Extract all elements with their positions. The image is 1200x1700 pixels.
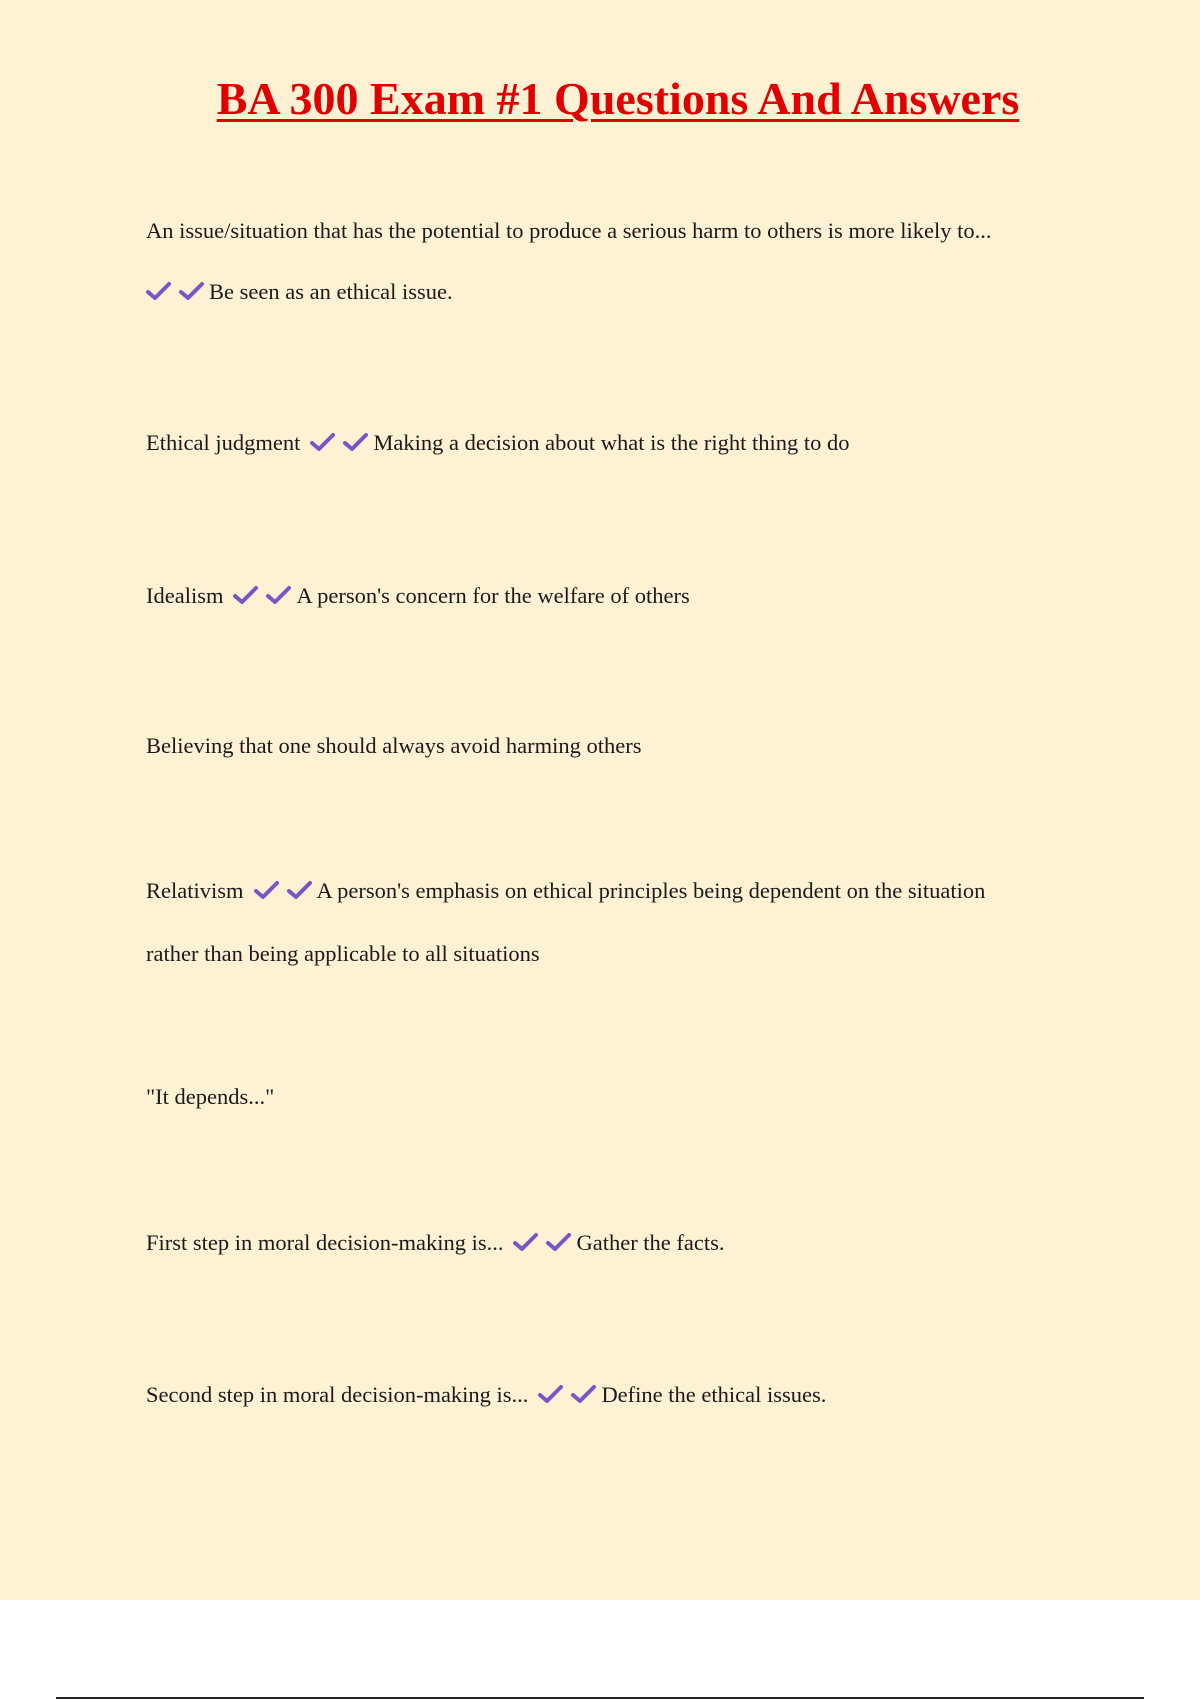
answer-text: Gather the facts. (576, 1230, 725, 1255)
term-text: Idealism (146, 583, 224, 608)
answer-checkmarks (538, 1384, 601, 1407)
checkmark-icon (571, 1384, 596, 1404)
question-3 (146, 585, 690, 608)
question-text: First step in moral decision-making is... (146, 1230, 504, 1255)
question-1: An issue/situation that has the potential to produce a serious harm to others is more likely to... (146, 218, 992, 243)
question-2 (146, 432, 850, 455)
document-title: BA 300 Exam #1 Questions And Answers (216, 73, 1020, 124)
note-4: "It depends..." (146, 1084, 275, 1109)
checkmark-icon (287, 880, 312, 900)
answer-4-continued: rather than being applicable to all situations (146, 941, 540, 966)
answer-checkmarks (254, 880, 317, 903)
question-6 (146, 1384, 826, 1407)
checkmark-icon (513, 1232, 538, 1252)
answer-checkmarks (233, 585, 296, 608)
answer-text: A person's concern for the welfare of others (296, 583, 690, 608)
answer-text: A person's emphasis on ethical principles being dependent on the situation (316, 878, 986, 903)
checkmark-icon (233, 585, 258, 605)
question-text: Second step in moral decision-making is... (146, 1382, 529, 1407)
checkmark-icon (343, 432, 368, 452)
answer-checkmarks (146, 281, 209, 304)
question-4 (146, 880, 985, 903)
answer-checkmarks (310, 432, 373, 455)
term-text: Ethical judgment (146, 430, 301, 455)
checkmark-icon (546, 1232, 571, 1252)
note-3: Believing that one should always avoid harming others (146, 733, 642, 758)
answer-text: Define the ethical issues. (601, 1382, 827, 1407)
answer-1 (146, 281, 453, 304)
answer-checkmarks (513, 1232, 576, 1255)
checkmark-icon (310, 432, 335, 452)
checkmark-icon (179, 281, 204, 301)
footer-divider (56, 1697, 1144, 1699)
checkmark-icon (254, 880, 279, 900)
term-text: Relativism (146, 878, 244, 903)
answer-text: Making a decision about what is the right thing to do (373, 430, 850, 455)
checkmark-icon (266, 585, 291, 605)
checkmark-icon (538, 1384, 563, 1404)
checkmark-icon (146, 281, 171, 301)
answer-text: Be seen as an ethical issue. (209, 279, 453, 304)
question-5 (146, 1232, 725, 1255)
